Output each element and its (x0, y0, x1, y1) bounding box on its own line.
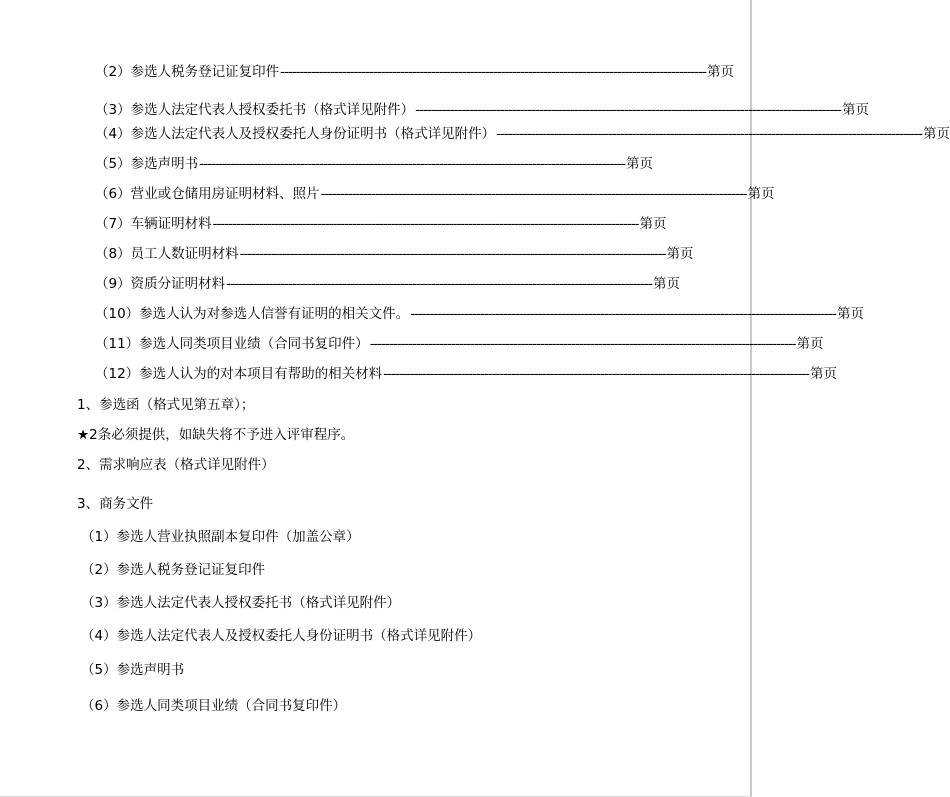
list-item: （2）参选人税务登记证复印件 (81, 562, 266, 578)
list-item: （4）参选人法定代表人及授权委托人身份证明书（格式详见附件） (81, 628, 482, 644)
toc-item-label: （3）参选人法定代表人授权委托书（格式详见附件） (95, 102, 415, 118)
dotted-leader: -------------------------------------------------------------------------------------------------------------- (226, 276, 652, 292)
toc-page-label: 第页 (706, 64, 734, 80)
toc-item (95, 101, 869, 119)
section-heading-1: 1、参选函（格式见第五章）； (77, 397, 255, 413)
toc-item (95, 335, 824, 353)
toc-page-label: 第页 (837, 306, 865, 322)
toc-page-label: 第页 (625, 156, 653, 172)
dotted-leader: -------------------------------------------------------------------------------------------------------------- (369, 336, 796, 352)
toc-item (95, 245, 694, 263)
toc-item-label: （5）参选声明书 (95, 156, 199, 172)
dotted-leader: -------------------------------------------------------------------------------------------------------------- (212, 216, 639, 232)
list-item: （3）参选人法定代表人授权委托书（格式详见附件） (81, 595, 401, 611)
toc-page-label: 第页 (747, 186, 775, 202)
toc-page-label: 第页 (922, 126, 950, 142)
dotted-leader: -------------------------------------------------------------------------------------------------------------- (496, 126, 922, 142)
list-item: （5）参选声明书 (81, 662, 185, 678)
toc-item (95, 63, 734, 81)
list-item: （1）参选人营业执照副本复印件（加盖公章） (81, 529, 360, 545)
toc-item-label: （4）参选人法定代表人及授权委托人身份证明书（格式详见附件） (95, 126, 496, 142)
dotted-leader: -------------------------------------------------------------------------------------------------------------- (415, 102, 841, 118)
dotted-leader: -------------------------------------------------------------------------------------------------------------- (320, 186, 747, 202)
dotted-leader: -------------------------------------------------------------------------------------------------------------- (280, 64, 706, 80)
toc-page-label: 第页 (810, 366, 838, 382)
toc-item-label: （8）员工人数证明材料 (95, 246, 239, 262)
toc-item-label: （2）参选人税务登记证复印件 (95, 64, 280, 80)
toc-item-label: （7）车辆证明材料 (95, 216, 212, 232)
toc-item (95, 155, 653, 173)
toc-item-label: （11）参选人同类项目业绩（合同书复印件） (95, 336, 369, 352)
required-note: ★2条必须提供，如缺失将不予进入评审程序。 (77, 427, 355, 443)
dotted-leader: -------------------------------------------------------------------------------------------------------------- (410, 306, 837, 322)
toc-item (95, 275, 680, 293)
dotted-leader: -------------------------------------------------------------------------------------------------------------- (383, 366, 810, 382)
toc-item-label: （6）营业或仓储用房证明材料、照片 (95, 186, 320, 202)
list-item: （6）参选人同类项目业绩（合同书复印件） (81, 698, 347, 714)
toc-page-label: 第页 (666, 246, 694, 262)
section-heading-3: 3、商务文件 (77, 496, 154, 512)
page-right-edge (750, 0, 752, 797)
toc-item (95, 215, 667, 233)
toc-item-label: （12）参选人认为的对本项目有帮助的相关材料 (95, 366, 383, 382)
dotted-leader: -------------------------------------------------------------------------------------------------------------- (199, 156, 625, 172)
toc-item (95, 305, 865, 323)
toc-page-label: 第页 (841, 102, 869, 118)
toc-item (95, 365, 838, 383)
toc-item (95, 125, 950, 143)
toc-item-label: （9）资质分证明材料 (95, 276, 226, 292)
toc-page-label: 第页 (652, 276, 680, 292)
toc-page-label: 第页 (639, 216, 667, 232)
toc-item (95, 185, 775, 203)
section-heading-2: 2、需求响应表（格式详见附件） (77, 457, 275, 473)
toc-page-label: 第页 (796, 336, 824, 352)
dotted-leader: -------------------------------------------------------------------------------------------------------------- (239, 246, 666, 262)
toc-item-label: （10）参选人认为对参选人信誉有证明的相关文件。 (95, 306, 410, 322)
